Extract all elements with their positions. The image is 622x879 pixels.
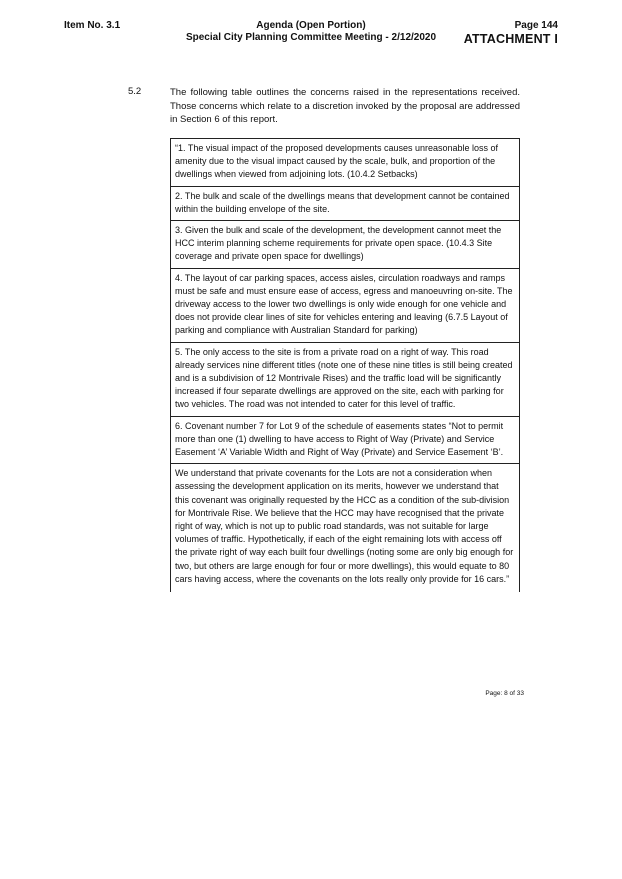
- table-row: [171, 464, 520, 592]
- concern-cell: “1. The visual impact of the proposed developments causes unreasonable loss of amenity due to the visual impact caused by the scale, bulk, and proportion of the dwellings when viewed from adjoining lots. (10.4.2 Setbacks): [171, 139, 520, 187]
- table-row: [171, 186, 520, 220]
- section-number: 5.2: [128, 86, 142, 97]
- table-row: [171, 268, 520, 342]
- table-row: [171, 342, 520, 416]
- meeting-title: Special City Planning Committee Meeting - 2/12/2020: [185, 32, 437, 43]
- page-number: Page: 8 of 33: [485, 690, 524, 697]
- table-row: [171, 221, 520, 269]
- item-number: Item No. 3.1: [64, 20, 121, 31]
- table-row: [171, 416, 520, 464]
- table-row: [171, 139, 520, 187]
- concern-cell: We understand that private covenants for the Lots are not a consideration when assessing the development application on its merits, however we understand that this covenant was originally requested by the HCC as a condition of the sub-division for Montrivale Rise. We believe that the HCC may have recognised that the private right of way, which is not up to public road standards, was not suitable for large volumes of traffic. Hypothetically, if each of the eight remaining lots with access off the private right of way each built four dwellings (noting some are only big enough for two, but others are large enough for four or more dwellings), this would equate to 80 cars having access, where the covenants on the lots really only provide for 16 cars.”: [171, 464, 520, 592]
- concern-cell: 4. The layout of car parking spaces, access aisles, circulation roadways and ramps must be safe and must ensure ease of access, egress and manoeuvring on-site. The driveway access to the lower two dwellings is only wide enough for one vehicle and does not provide clear lines of site for vehicles entering and leaving (6.7.5 Layout of parking and compliance with Australian Standard for parking): [171, 268, 520, 342]
- concern-cell: 3. Given the bulk and scale of the development, the development cannot meet the HCC interim planning scheme requirements for private open space. (10.4.3 Site coverage and private open space for dwellings): [171, 221, 520, 269]
- concern-cell: 6. Covenant number 7 for Lot 9 of the schedule of easements states “Not to permit more than one (1) dwelling to have access to Right of Way (Private) and Service Easement ‘A’ Variable Width and Right of Way (Private) and Service Easement ‘B’.: [171, 416, 520, 464]
- attachment-label: ATTACHMENT I: [463, 32, 558, 46]
- page-label: Page 144: [514, 20, 558, 31]
- section-intro: The following table outlines the concerns raised in the representations received. Those concerns which relate to a discretion invoked by the proposal are addressed in Section 6 of this report.: [170, 87, 520, 125]
- concern-cell: 2. The bulk and scale of the dwellings means that development cannot be contained within the building envelope of the site.: [171, 186, 520, 220]
- concerns-table: [170, 138, 520, 592]
- concern-cell: 5. The only access to the site is from a private road on a right of way. This road already services nine different titles (note one of these nine titles is still being created and is a subdivision of 12 Montrivale Rises) and the traffic load will be significantly increased if four separate dwellings are approved on the site, each with parking for two vehicles. The road was not intended to cater for this level of traffic.: [171, 342, 520, 416]
- agenda-title: Agenda (Open Portion): [256, 20, 366, 31]
- page-attachment-block: [464, 20, 558, 46]
